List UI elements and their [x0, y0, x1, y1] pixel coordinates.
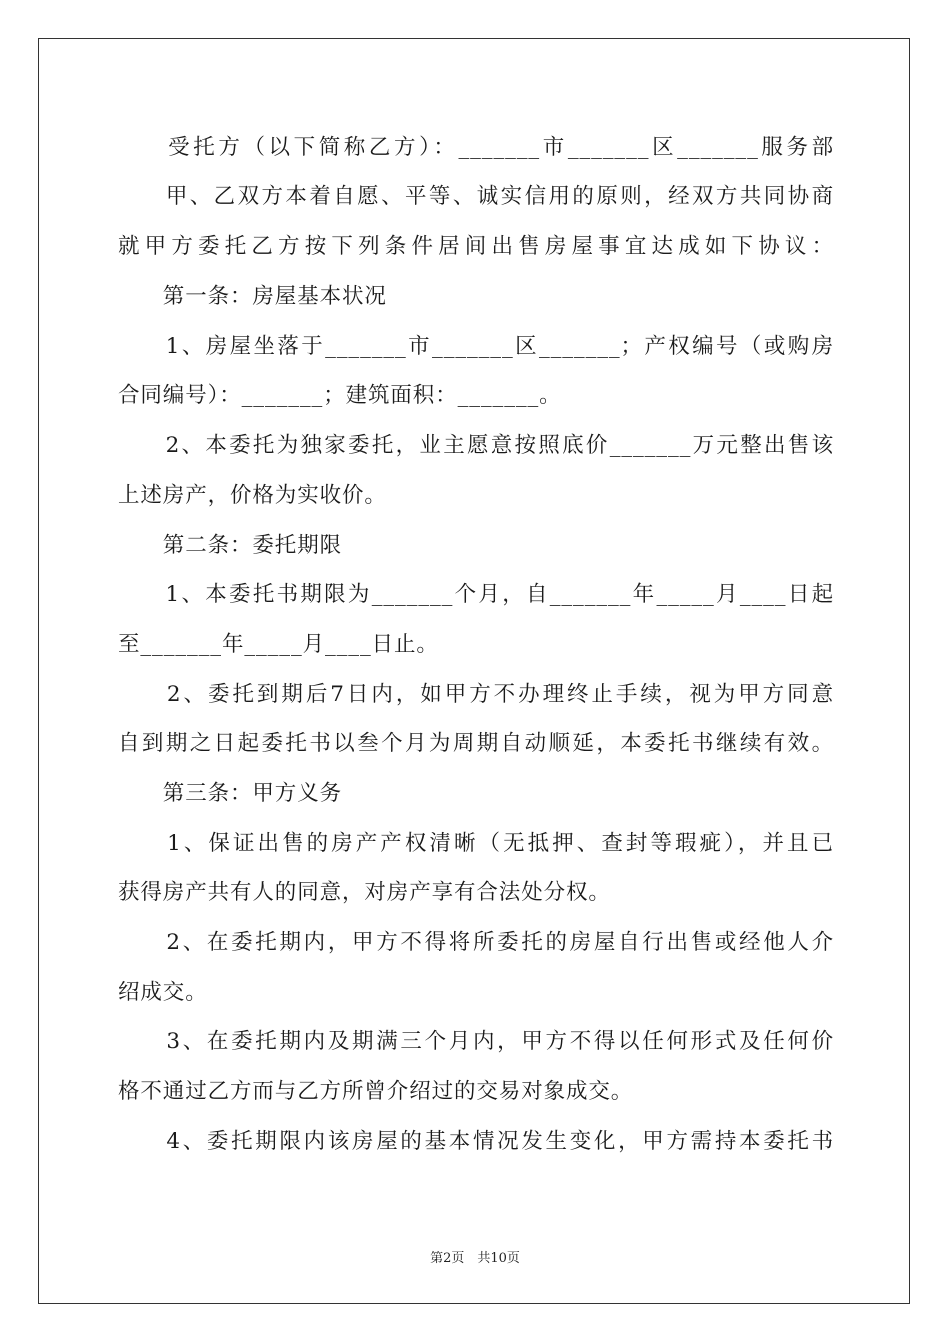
- text-line: 2、本委托为独家委托，业主愿意按照底价_______万元整出售该: [118, 433, 834, 458]
- text-line: 自到期之日起委托书以叁个月为周期自动顺延，本委托书继续有效。: [118, 731, 834, 756]
- section-heading: 第三条：甲方义务: [118, 781, 343, 806]
- text-line: 绍成交。: [118, 980, 208, 1005]
- text-line: 至_______年_____月____日止。: [118, 632, 439, 657]
- page-border: [38, 38, 910, 1304]
- text-line: 受托方（以下简称乙方）：_______市_______区_______服务部: [118, 135, 834, 160]
- text-line: 1、本委托书期限为_______个月，自_______年_____月____日起: [118, 582, 834, 607]
- text-line: 2、在委托期内，甲方不得将所委托的房屋自行出售或经他人介: [118, 930, 834, 955]
- text-line: 1、保证出售的房产产权清晰（无抵押、查封等瑕疵），并且已: [118, 831, 834, 856]
- text-line: 甲、乙双方本着自愿、平等、诚实信用的原则，经双方共同协商: [118, 184, 834, 209]
- text-line: 获得房产共有人的同意，对房产享有合法处分权。: [118, 880, 611, 905]
- section-heading: 第二条：委托期限: [118, 533, 343, 558]
- section-heading: 第一条：房屋基本状况: [118, 284, 387, 309]
- text-line: 就甲方委托乙方按下列条件居间出售房屋事宜达成如下协议：: [118, 234, 834, 259]
- text-line: 4、委托期限内该房屋的基本情况发生变化，甲方需持本委托书: [118, 1129, 834, 1154]
- text-line: 1、房屋坐落于_______市_______区_______；产权编号（或购房: [118, 334, 834, 359]
- text-line: 合同编号）：_______；建筑面积：_______。: [118, 383, 562, 408]
- text-line: 格不通过乙方而与乙方所曾介绍过的交易对象成交。: [118, 1079, 634, 1104]
- page-number: 第2页 共10页: [430, 1251, 520, 1266]
- text-line: 2、委托到期后7日内，如甲方不办理终止手续，视为甲方同意: [118, 682, 834, 707]
- text-line: 3、在委托期内及期满三个月内，甲方不得以任何形式及任何价: [118, 1029, 834, 1054]
- text-line: 上述房产，价格为实收价。: [118, 483, 387, 508]
